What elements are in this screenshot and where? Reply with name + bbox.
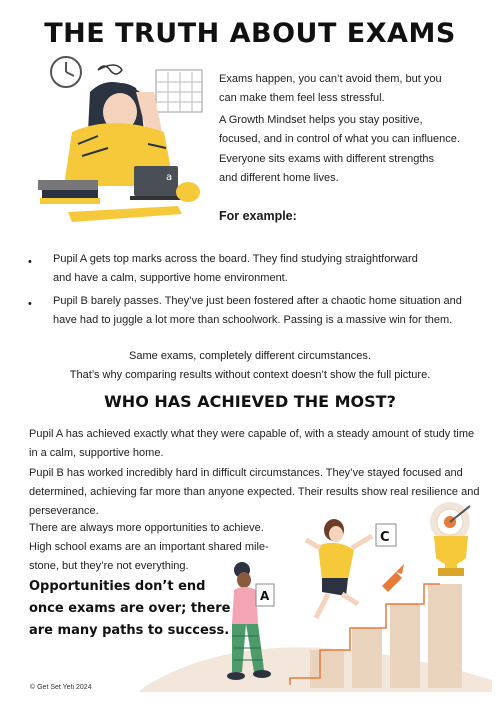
- intro-paragraph-1: Exams happen, you can’t avoid them, but you can make them feel less stressful.: [219, 73, 442, 104]
- example-item-b: Pupil B barely passes. They’ve just been fostered after a chaotic home situation and have had to juggle a lot more than schoolwork. Passing is a massive win for them.: [53, 295, 462, 326]
- body-paragraph-3: There are always more opportunities to achieve. High school exams are an important shared mile-stone, but they’re not everything.: [29, 522, 269, 572]
- center-line-1: Same exams, completely different circumstances.: [129, 350, 371, 362]
- laptop-letter: a: [166, 172, 173, 183]
- page-title: THE TRUTH ABOUT EXAMS: [44, 18, 456, 49]
- closing-statement: Opportunities don’t end once exams are over; there are many paths to success.: [29, 579, 231, 638]
- calendar-icon: [156, 70, 202, 112]
- intro-paragraph-3: Everyone sits exams with different strengths and different home lives.: [219, 153, 435, 184]
- success-staircase-illustration: [140, 500, 492, 692]
- bullet-marker: •: [28, 256, 32, 268]
- rocket-icon: [382, 572, 402, 592]
- example-heading: For example:: [219, 209, 297, 223]
- section-heading: WHO HAS ACHIEVED THE MOST?: [104, 392, 396, 411]
- intro-paragraph-2: A Growth Mindset helps you stay positive, focused, and in control of what you can influence.: [219, 114, 460, 145]
- copyright-footer: © Get Set Yeti 2024: [30, 684, 92, 691]
- bullet-marker: •: [28, 298, 32, 310]
- example-item-a: Pupil A gets top marks across the board. They find studying straightforward and have a calm, supportive home environment.: [53, 253, 418, 284]
- stressed-student-illustration: [38, 52, 210, 224]
- body-paragraph-2: Pupil B has worked incredibly hard in difficult circumstances. They’ve stayed focused and determined, achieving far more than anyone expected. Their results show real resilience and perseverance.: [29, 467, 480, 517]
- letter-a: A: [260, 589, 270, 603]
- letter-c: C: [380, 530, 390, 545]
- body-paragraph-1: Pupil A has achieved exactly what they were capable of, with a steady amount of study time in a calm, supportive home.: [29, 428, 475, 459]
- center-line-2: That’s why comparing results without context doesn’t show the full picture.: [69, 369, 431, 381]
